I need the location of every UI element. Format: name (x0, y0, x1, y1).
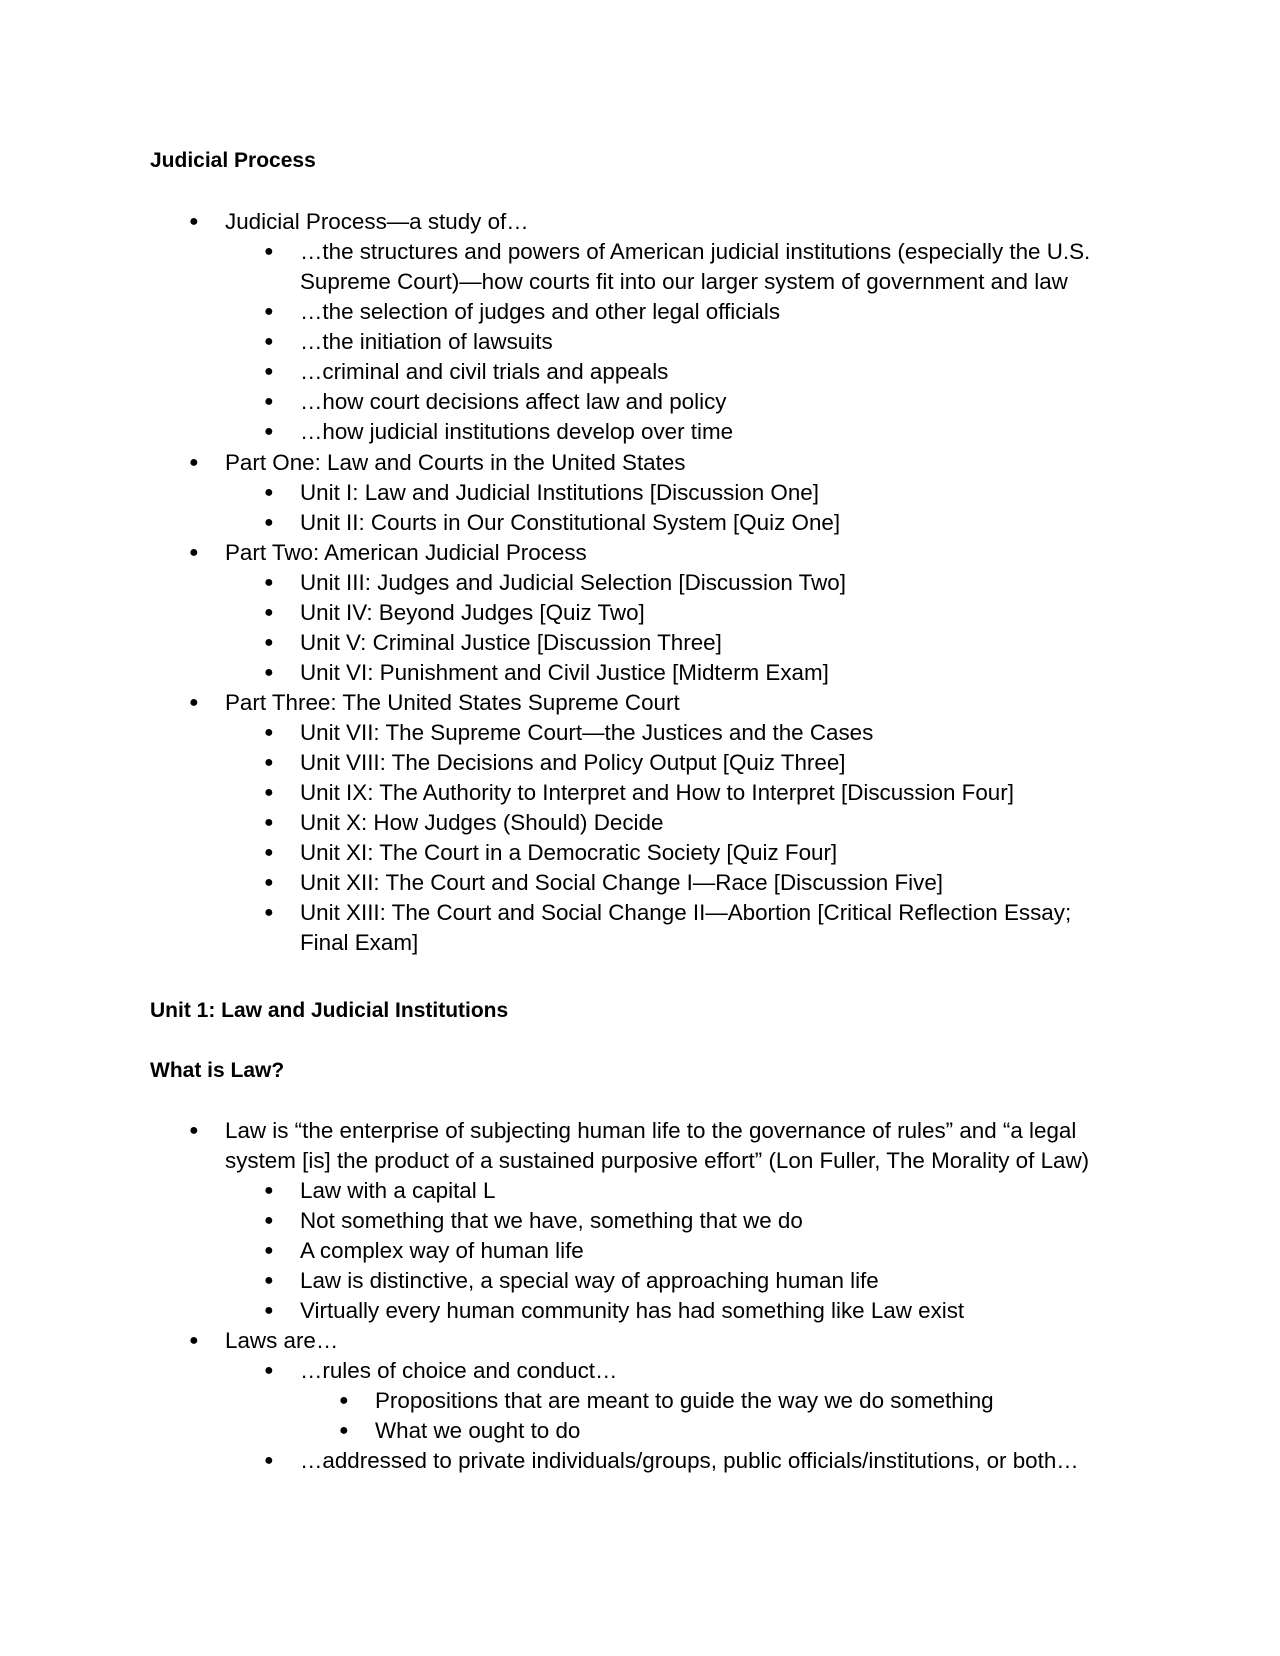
bullet-icon: ● (264, 634, 274, 651)
unit-item: ● Unit IV: Beyond Judges [Quiz Two] (300, 598, 645, 628)
unit-item: ● Unit VII: The Supreme Court—the Justices and the Cases (300, 718, 873, 748)
bullet-icon: ● (264, 1302, 274, 1319)
unit-item: ● Unit I: Law and Judicial Institutions [Discussion One] (300, 478, 819, 508)
bullet-icon: ● (264, 423, 274, 440)
unit-item: ● Unit XIII: The Court and Social Change II—Abortion [Critical Reflection Essay; (300, 898, 1071, 928)
list-item: ● …criminal and civil trials and appeals (300, 357, 668, 387)
unit-item: ● Unit II: Courts in Our Constitutional System [Quiz One] (300, 508, 840, 538)
rules-of-choice-item: ● …rules of choice and conduct… (300, 1356, 617, 1386)
bullet-icon: ● (264, 574, 274, 591)
what-is-law-heading: What is Law? (150, 1059, 285, 1082)
bullet-icon: ● (264, 904, 274, 921)
list-item: ● …the structures and powers of American judicial institutions (especially the U.S. (300, 237, 1090, 267)
bullet-icon: ● (264, 1272, 274, 1289)
bullet-icon: ● (264, 1182, 274, 1199)
bullet-icon: ● (264, 724, 274, 741)
document-title: Judicial Process (150, 149, 316, 172)
list-item: ● Law is distinctive, a special way of approaching human life (300, 1266, 879, 1296)
bullet-icon: ● (264, 1212, 274, 1229)
list-item: ● Virtually every human community has had something like Law exist (300, 1296, 964, 1326)
bullet-icon: ● (264, 1452, 274, 1469)
unit-item: ● Unit VIII: The Decisions and Policy Output [Quiz Three] (300, 748, 846, 778)
part-three-title: ● Part Three: The United States Supreme Court (225, 688, 680, 718)
bullet-icon: ● (189, 1122, 199, 1139)
list-item: ● …how judicial institutions develop over time (300, 417, 733, 447)
bullet-icon: ● (264, 874, 274, 891)
unit1-heading: Unit 1: Law and Judicial Institutions (150, 999, 509, 1022)
unit-item: ● Unit XI: The Court in a Democratic Society [Quiz Four] (300, 838, 837, 868)
unit-item: ● Unit V: Criminal Justice [Discussion Three] (300, 628, 722, 658)
bullet-icon: ● (264, 604, 274, 621)
bullet-icon: ● (189, 213, 199, 230)
law-definition-continuation: system [is] the product of a sustained purposive effort” (Lon Fuller, The Morality of Law) (225, 1148, 1090, 1173)
bullet-icon: ● (264, 1242, 274, 1259)
bullet-icon: ● (339, 1392, 349, 1409)
bullet-icon: ● (264, 363, 274, 380)
bullet-icon: ● (264, 1362, 274, 1379)
bullet-icon: ● (264, 484, 274, 501)
list-item-continuation: Supreme Court)—how courts fit into our larger system of government and law (300, 269, 1068, 294)
list-item: ● A complex way of human life (300, 1236, 584, 1266)
bullet-icon: ● (264, 754, 274, 771)
unit-item: ● Unit VI: Punishment and Civil Justice [Midterm Exam] (300, 658, 829, 688)
part-one-title: ● Part One: Law and Courts in the United States (225, 448, 686, 478)
list-item: ● …the selection of judges and other legal officials (300, 297, 780, 327)
list-item: ● What we ought to do (375, 1416, 580, 1446)
bullet-icon: ● (339, 1422, 349, 1439)
unit-item-continuation: Final Exam] (300, 930, 419, 955)
bullet-icon: ● (264, 844, 274, 861)
law-definition: ● Law is “the enterprise of subjecting human life to the governance of rules” and “a legal (225, 1116, 1076, 1146)
bullet-icon: ● (264, 303, 274, 320)
bullet-icon: ● (264, 514, 274, 531)
bullet-icon: ● (189, 1332, 199, 1349)
bullet-icon: ● (264, 243, 274, 260)
bullet-icon: ● (189, 694, 199, 711)
list-item: ● …how court decisions affect law and policy (300, 387, 726, 417)
unit-item: ● Unit XII: The Court and Social Change I—Race [Discussion Five] (300, 868, 943, 898)
bullet-icon: ● (264, 664, 274, 681)
addressed-to-item: ● …addressed to private individuals/groups, public officials/institutions, or both… (300, 1446, 1079, 1476)
part-two-title: ● Part Two: American Judicial Process (225, 538, 587, 568)
bullet-icon: ● (264, 784, 274, 801)
list-item: ● Not something that we have, something that we do (300, 1206, 803, 1236)
laws-are-item: ● Laws are… (225, 1326, 338, 1356)
unit-item: ● Unit X: How Judges (Should) Decide (300, 808, 663, 838)
unit-item: ● Unit IX: The Authority to Interpret and How to Interpret [Discussion Four] (300, 778, 1014, 808)
bullet-icon: ● (264, 333, 274, 350)
list-item: ● Law with a capital L (300, 1176, 495, 1206)
bullet-icon: ● (189, 544, 199, 561)
unit-item: ● Unit III: Judges and Judicial Selection [Discussion Two] (300, 568, 846, 598)
list-item: ● …the initiation of lawsuits (300, 327, 553, 357)
bullet-icon: ● (189, 454, 199, 471)
list-item-study-intro: ● Judicial Process—a study of… (225, 207, 529, 237)
bullet-icon: ● (264, 814, 274, 831)
list-item: ● Propositions that are meant to guide the way we do something (375, 1386, 994, 1416)
bullet-icon: ● (264, 393, 274, 410)
